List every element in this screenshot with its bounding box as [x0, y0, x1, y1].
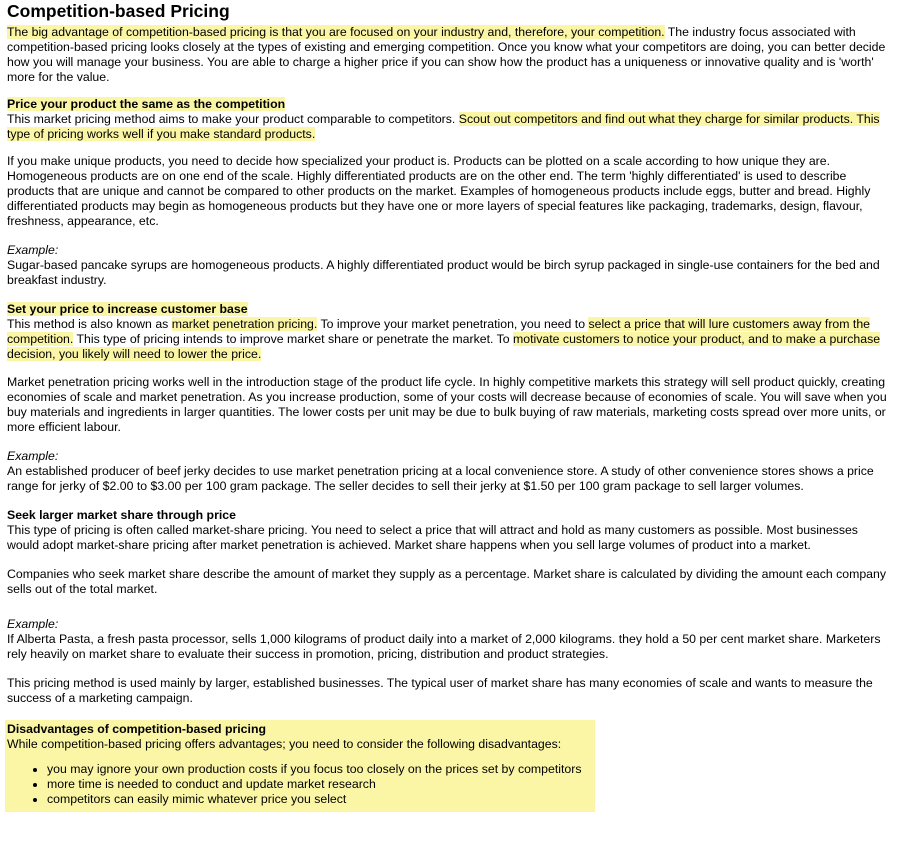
intro-text: The industry focus associated with competition-based pricing looks closely at the types of existing and emerging competition. Once you know what your competitors are doing, you can better decide how you will manage your business. You are able to charge a higher price if you can show how the product has a uniqueness or innovative quality and is 'worth' more for the value. — [7, 25, 886, 84]
section-text: This type of pricing intends to improve market share or penetrate the market. To — [73, 332, 514, 346]
section-text: To improve your market penetration, you need to — [317, 317, 589, 331]
page-title: Competition-based Pricing — [7, 1, 230, 21]
section-title: Disadvantages of competition-based pricing — [7, 722, 266, 736]
example-label: Example: — [7, 243, 59, 257]
paragraph-larger-businesses: This pricing method is used mainly by larger, established businesses. The typical user of market share has many economies of scale and wants to measure the success of a marketing campaign. — [7, 676, 873, 705]
example-beef-jerky — [7, 449, 889, 494]
section-highlight: market penetration pricing. — [171, 317, 318, 331]
section-highlight: select a price that will lure customers away from the competition. — [7, 317, 871, 346]
section-title: Seek larger market share through price — [7, 508, 236, 522]
example-alberta-pasta — [7, 617, 889, 662]
paragraph-market-penetration: Market penetration pricing works well in the introduction stage of the product life cycle. In highly competitive markets this strategy will sell product quickly, creating economies of scale and market penetration. As you increase production, some of your costs will decrease because of economies of scale. You will save when you buy materials and ingredients in larger quantities. The lower costs per unit may be due to bulk buying of raw materials, marketing costs spread over more units, or more efficient labour. — [7, 375, 887, 434]
section-text: While competition-based pricing offers advantages; you need to consider the following disadvantages: — [7, 737, 562, 751]
section-text: This type of pricing is often called market-share pricing. You need to select a price that will attract and hold as many customers as possible. Most businesses would adopt market-share pricing after market penetration is achieved. Market share happens when you sell large volumes of product into a market. — [7, 523, 858, 552]
section-market-share — [7, 508, 889, 553]
section-highlight: motivate customers to notice your product, and to make a purchase decision, you likely will need to lower the price. — [7, 332, 881, 361]
paragraph-unique-products: If you make unique products, you need to decide how specialized your product is. Products can be plotted on a scale according to how unique they are. Homogeneous products are on one end of the scale. Highly differentiated products are on the other end. The term 'highly differentiated' is used to describe products that are unique and cannot be compared to other products on the market. Examples of homogeneous products include eggs, butter and bread. Highly differentiated products may begin as homogeneous products but they have one or more layers of special features like packaging, trademarks, design, flavour, freshness, appearance, etc. — [7, 154, 871, 228]
example-label: Example: — [7, 617, 59, 631]
list-item: • more time is needed to conduct and update market research — [47, 777, 593, 792]
section-highlight: Scout out competitors and find out what they charge for similar products. This type of pricing works well if you make standard products. — [7, 112, 880, 141]
section-text: This market pricing method aims to make your product comparable to competitors. — [7, 112, 459, 126]
section-same-as-competition — [7, 97, 889, 142]
example-text: Sugar-based pancake syrups are homogeneous products. A highly differentiated product would be birch syrup packaged in single-use containers for the bed and breakfast industry. — [7, 258, 880, 287]
disadvantages-box — [5, 720, 595, 812]
example-text: An established producer of beef jerky decides to use market penetration pricing at a local convenience store. A study of other convenience stores shows a price range for jerky of $2.00 to $3.00 per 100 gram package. The seller decides to sell their jerky at $1.50 per 100 gram package to sell larger volumes. — [7, 464, 874, 493]
example-text: If Alberta Pasta, a fresh pasta processor, sells 1,000 kilograms of product daily into a market of 2,000 kilograms. they hold a 50 per cent market share. Marketers rely heavily on market share to evaluate their success in promotion, pricing, distribution and product strategies. — [7, 632, 881, 661]
intro-paragraph — [7, 25, 889, 85]
example-syrup — [7, 243, 889, 288]
list-item: • you may ignore your own production costs if you focus too closely on the prices set by competitors — [47, 762, 593, 777]
paragraph-market-share-calc: Companies who seek market share describe the amount of market they supply as a percentage. Market share is calculated by dividing the amount each company sells out of the total market. — [7, 567, 887, 596]
intro-highlight: The big advantage of competition-based pricing is that you are focused on your industry and, therefore, your competition. — [7, 25, 665, 39]
disadvantages-list — [7, 762, 593, 807]
example-label: Example: — [7, 449, 59, 463]
section-text: This method is also known as — [7, 317, 172, 331]
section-increase-customer-base — [7, 302, 889, 362]
list-item: • competitors can easily mimic whatever price you select — [47, 792, 593, 807]
section-title: Set your price to increase customer base — [7, 302, 248, 316]
section-title: Price your product the same as the competition — [7, 97, 286, 111]
